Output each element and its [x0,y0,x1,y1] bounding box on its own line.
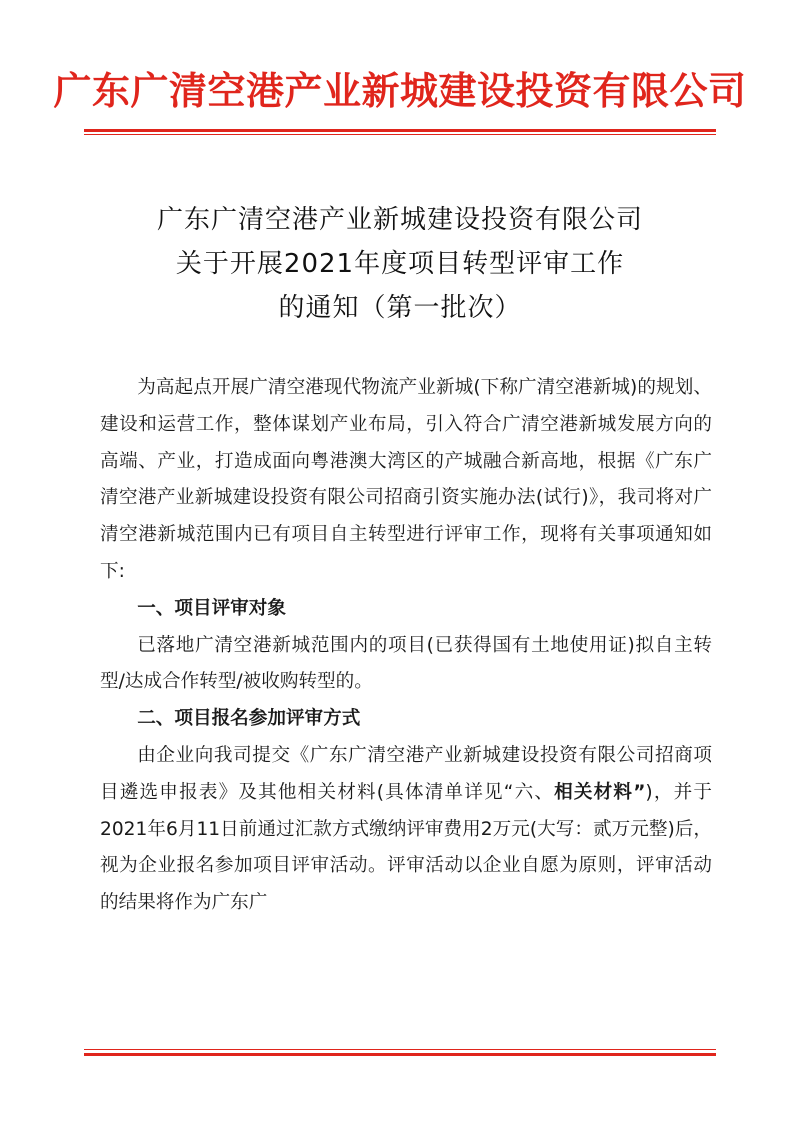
letterhead-company-name: 广东广清空港产业新城建设投资有限公司 [53,68,747,113]
section-2-text-bold: 相关材料” [554,781,646,803]
title-line-1: 广东广清空港产业新城建设投资有限公司 [156,205,643,235]
letterhead-rule-thin [84,134,716,135]
section-2-paragraph [100,738,712,922]
section-1-heading: 一、项目评审对象 [137,597,286,619]
notice-body [100,370,712,922]
title-line-2: 关于开展2021年度项目转型评审工作 [175,249,625,279]
section-2-text-part-2: )，并于2021年6月11日前通过汇款方式缴纳评审费用2万元(大写：贰万元整)后，视为企业报名参加项目评审活动。评审活动以企业自愿为原则，评审活动的结果将作为广东广 [100,781,712,914]
intro-paragraph: 为高起点开展广清空港现代物流产业新城(下称广清空港新城)的规划、建设和运营工作，整体谋划产业布局，引入符合广清空港新城发展方向的高端、产业，打造成面向粤港澳大湾区的产城融合新高地，根据《广东广清空港产业新城建设投资有限公司招商引资实施办法(试行)》，我司将对广清空港新城范围内已有项目自主转型进行评审工作，现将有关事项通知如下: [100,377,712,582]
letterhead-rule-thick [84,129,716,132]
section-2-heading: 二、项目报名参加评审方式 [137,708,361,730]
section-1-paragraph: 已落地广清空港新城范围内的项目(已获得国有土地使用证)拟自主转型/达成合作转型/被收购转型的。 [100,634,712,693]
notice-title [0,198,800,330]
title-line-3: 的通知（第一批次） [278,293,522,323]
footer-rule-thick [84,1053,716,1056]
section-2-text-part-1: 由企业向我司提交《广东广清空港产业新城建设投资有限公司招商项目遴选申报表》及其他相关材料(具体清单详见“六、 [100,744,712,803]
footer-rule-thin [84,1049,716,1050]
